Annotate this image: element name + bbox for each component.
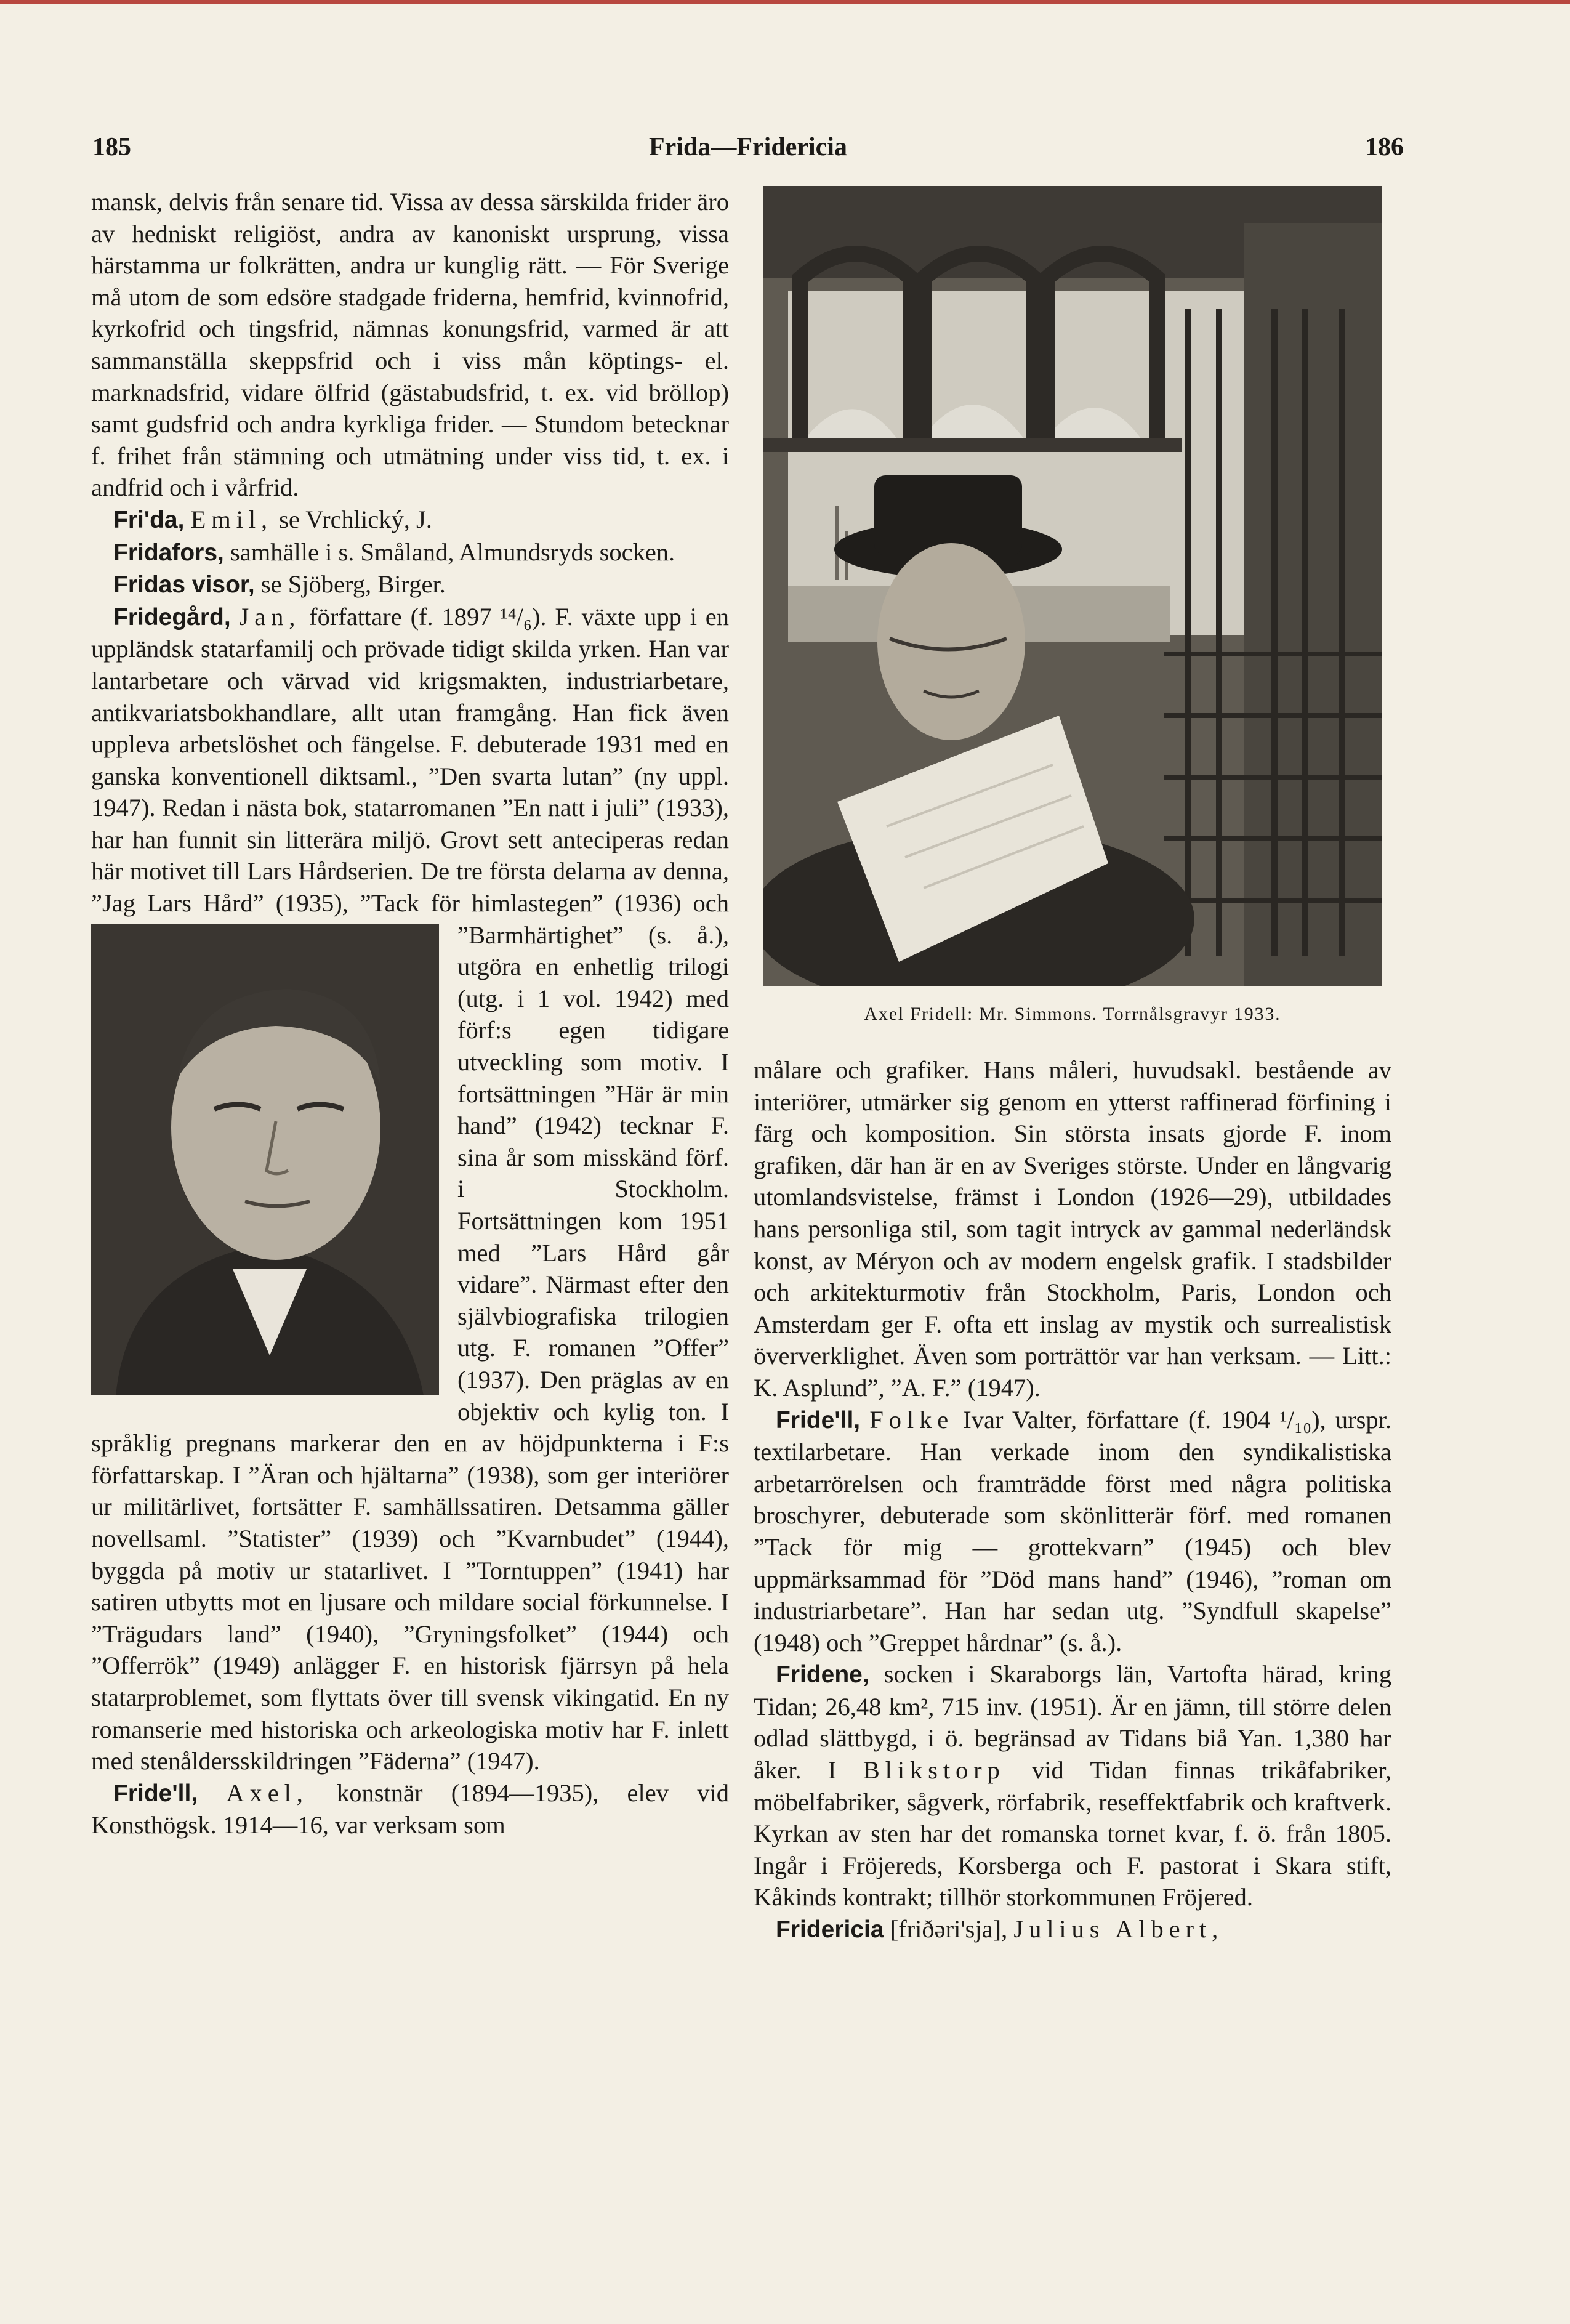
- drypoint-engraving-illustration: [763, 186, 1382, 986]
- running-title: Frida—Fridericia: [649, 133, 847, 161]
- headword: Fridene,: [776, 1661, 869, 1689]
- headword: Fride'll,: [776, 1406, 861, 1434]
- entry-text: Ivar Valter, författare (f. 1904 ¹/₁₀), urspr. textilarbetare. Han verkade inom den syndikalistiska arbetarrörelsen och framträdde först med några politiska broschyrer, debuterade som skönlitterär förf. med romanen ”Tack för mig — grottekvarn” (1945) och blev uppmärksammad för ”Död mans hand” (1946), ”roman om industriarbetare”. Han har sedan utg. ”Syndfull skapelse” (1948) och ”Greppet hårdnar” (s. å.).: [754, 1405, 1392, 1656]
- headword: Fridericia: [776, 1916, 884, 1943]
- entry-text: se Sjöberg, Birger.: [254, 570, 446, 599]
- portrait-photo-fridegard: [91, 924, 439, 1395]
- entry-fridegard: [91, 601, 729, 1777]
- right-column: [754, 1054, 1391, 1946]
- page-top-edge: [0, 0, 1570, 4]
- page-number-left: 185: [92, 133, 131, 161]
- entry-frida: [91, 504, 729, 536]
- entry-fridell-folke: [754, 1404, 1391, 1659]
- entry-text: konstnär (1894—1935), elev vid Konsthögsk. 1914—16, var verksam som: [91, 1778, 729, 1839]
- entry-fridell-axel: [91, 1777, 729, 1841]
- left-column: [91, 186, 729, 1841]
- given-name: Axel,: [226, 1778, 308, 1807]
- entry-text: socken i Skaraborgs län, Vartofta härad, kring Tidan; 26,48 km², 715 inv. (1951). Är en jämn, till större delen odlad slättbygd, i ö. begränsad av Tidans biå Yan. 1,380 har åker. I: [754, 1660, 1391, 1785]
- entry-text-continued: Barmhärtighet” (s. å.), utgöra en enhetlig trilogi (utg. i 1 vol. 1942) med förf:s egen tidigare utveckling som motiv. I fortsättningen ”Här är min hand” (1942) tecknar F. sina år som misskänd förf. i Stockholm. Fortsättningen kom 1951 med ”Lars Hård går vidare”. Närmast efter den självbiografiska trilogien utg. F. romanen ”Offer” (1937). Den präglas av en objektiv och kylig ton. I språklig pregnans markerar den en av höjdpunkterna i F:s författarskap. I ”Äran och hjältarna” (1938), som ger interiörer ur militärlivet, fortsätter F. samhällssatiren. Detsamma gäller novellsaml. ”Statister” (1939) och ”Kvarnbudet” (1944), byggda på motiv ur statarlivet. I ”Torntuppen” (1941) har satiren utbytts mot en ljusare och mildare social förkunnelse. I ”Trägudars land” (1940), ”Gryningsfolket” (1944) och ”Offerrök” (1949) anlägger F. en historisk fjärrsyn på hela statarproblemet, som flyttats över till svensk vikingatid. En ny romanserie med historiska och arkeologiska motiv har F. inlett med stenåldersskildringen ”Fäderna” (1947).: [91, 921, 729, 1775]
- given-name: Jan,: [239, 602, 301, 631]
- entry-text: vid Tidan finnas trikåfabriker, möbelfabriker, sågverk, rörfabrik, reseffektfabrik och kraftverk. Kyrkan av sten har det romanska tornet kvar, f. ö. från 1805. Ingår i Fröjereds, Korsberga och F. pastorat i Skara stift, Kåkinds kontrakt; tillhör storkommunen Fröjered.: [754, 1756, 1391, 1911]
- page-header: [92, 132, 1404, 176]
- headword: Fri'da,: [113, 506, 185, 533]
- entry-fridas-visor: [91, 568, 729, 601]
- entry-fridafors: [91, 536, 729, 569]
- entry-fridericia: [754, 1913, 1391, 1946]
- place-name: Blikstorp: [863, 1756, 1005, 1785]
- given-name: Julius Albert,: [1013, 1915, 1224, 1943]
- figure-caption: Axel Fridell: Mr. Simmons. Torrnålsgravyr 1933.: [864, 1004, 1281, 1024]
- engraving-drawing: [763, 186, 1382, 986]
- headword: Fridas visor,: [113, 571, 255, 599]
- continued-paragraph: mansk, delvis från senare tid. Vissa av dessa särskilda frider äro av hedniskt religiöst, andra av kanoniskt ursprung, vissa härstamma ur folkrätten, andra ur kunglig rätt. — För Sverige må utom de som edsöre stadgade friderna, hemfrid, kvinnofrid, kyrkofrid och tingsfrid, nämnas konungsfrid, varmed är att sammanställa skeppsfrid och i viss mån köptings- el. marknadsfrid, vidare ölfrid (gästabudsfrid, t. ex. vid bröllop) samt gudsfrid och andra kyrkliga frider. — Stundom betecknar f. frihet från stämning och utmätning under viss tid, t. ex. i andfrid och i vårfrid.: [91, 188, 729, 502]
- headword: Fridegård,: [113, 603, 231, 631]
- entry-text: se Vrchlický, J.: [273, 505, 432, 533]
- headword: Fride'll,: [113, 1780, 198, 1807]
- entry-text: författare (f. 1897 ¹⁴/₆). F. växte upp i en uppländsk statarfamilj och prövade tidigt skilda yrken. Han var lantarbetare och värvad vid krigsmakten, industriarbetare, antikvariatsbokhandlare, allt utan framgång. Han fick även uppleva arbetslöshet och fängelse. F. debuterade 1931 med en ganska konventionell diktsaml., ”Den svarta lutan” (ny uppl. 1947). Redan i nästa bok, statarromanen ”En natt i juli” (1933), har han funnit sin litterära miljö. Grovt sett anteciperas redan här motivet till Lars Hårdserien. De tre första delarna av denna, ”Jag Lars Hård” (1935), ”Tack för himlastegen” (1936) och ”: [91, 602, 730, 949]
- given-name: Emil,: [190, 505, 273, 533]
- headword: Fridafors,: [113, 539, 224, 566]
- entry-fridene: [754, 1658, 1391, 1913]
- entry-text: samhälle i s. Småland, Almundsryds socken.: [223, 538, 675, 566]
- page-number-right: 186: [1365, 133, 1404, 161]
- continued-paragraph: målare och grafiker. Hans måleri, huvudsakl. bestående av interiörer, utmärker sig genom en ytterst raffinerad förfining i färg och komposition. Sin största insats gjorde F. inom grafiken, där han är en av Sveriges störste. Under en långvarig utomlandsvistelse, främst i London (1926—29), utbildades hans personliga stil, som tagit intryck av gammal nederländsk konst, av Méryon och av modern engelsk grafik. I stadsbilder och arkitekturmotiv från Stockholm, Paris, London och Amsterdam ger F. ofta ett inslag av mystik och surrealistisk öververklighet. Även som porträttör var han verksam. — Litt.: K. Asplund”, ”A. F.” (1947).: [754, 1056, 1391, 1402]
- entry-text: [friðəri'sja],: [884, 1915, 1008, 1943]
- given-name: Folke: [869, 1405, 954, 1434]
